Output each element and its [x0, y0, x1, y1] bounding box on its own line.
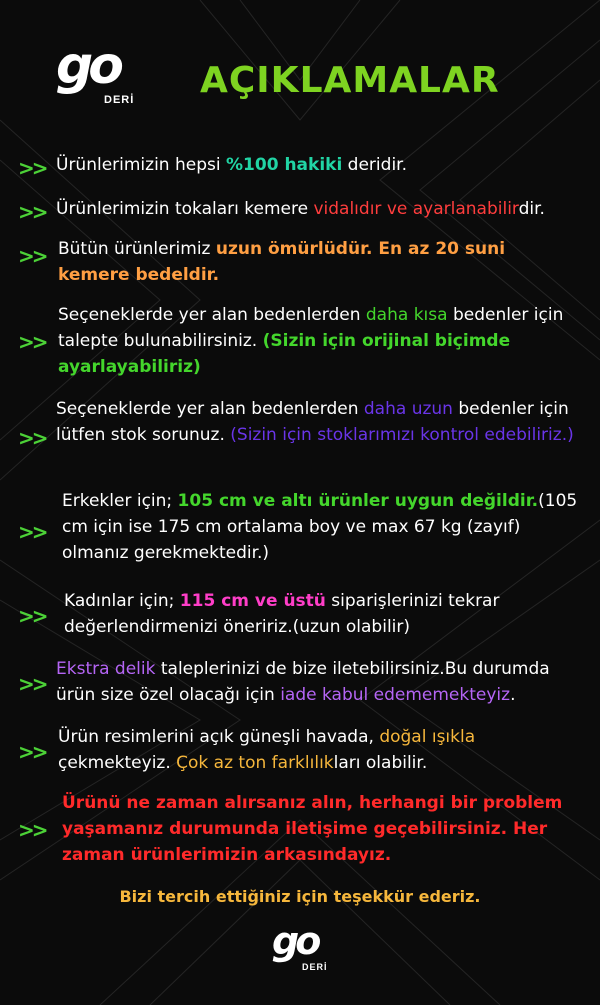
- highlight-segment: 105 cm ve altı ürünler uygun değildir.: [177, 491, 539, 511]
- bullet-arrow-icon: >>: [18, 426, 46, 450]
- text-segment: çekmekteyiz.: [58, 753, 177, 773]
- text-segment: Erkekler için;: [62, 491, 178, 511]
- text-segment: Bütün ürünlerimiz: [58, 239, 216, 259]
- highlight-segment: daha uzun: [363, 399, 453, 419]
- highlight-segment: daha kısa: [365, 305, 448, 325]
- text-segment: bedenler için talepte bulunabilirsiniz.: [58, 305, 564, 351]
- bullet-arrow-icon: >>: [18, 156, 46, 180]
- thanks-message: Bizi tercih ettiğiniz için teşekkür ederiz.: [119, 887, 481, 906]
- item-text: [56, 196, 576, 222]
- bullet-arrow-icon: >>: [18, 740, 46, 764]
- text-segment: Ürünlerimizin tokaları kemere: [56, 199, 314, 219]
- page-title: AÇIKLAMALAR: [200, 60, 500, 101]
- text-segment: .: [510, 685, 516, 705]
- highlight-segment: uzun ömürlüdür. En az 20 suni kemere bedeldir.: [58, 239, 506, 285]
- item-text: [56, 396, 576, 448]
- text-segment: taleplerinizi de bize iletebilirsiniz.Bu durumda ürün size özel olacağı için: [56, 659, 550, 705]
- item-text: [62, 488, 582, 566]
- logo-main-text: go: [272, 919, 318, 963]
- item-text: [58, 724, 578, 776]
- highlight-segment: Ekstra delik: [56, 659, 156, 679]
- highlight-segment: 115 cm ve üstü: [179, 591, 326, 611]
- text-segment: deridir.: [342, 155, 407, 175]
- highlight-segment: iade kabul edememekteyiz: [280, 685, 511, 705]
- item-text: [58, 236, 578, 288]
- bullet-arrow-icon: >>: [18, 330, 46, 354]
- text-segment: (105 cm için ise 175 cm ortalama boy ve max 67 kg (zayıf) olmanız gerekmektedir.): [62, 491, 578, 563]
- text-segment: ları olabilir.: [333, 753, 428, 773]
- item-text: [56, 152, 576, 178]
- item-text: [58, 302, 578, 380]
- text-segment: bedenler için lütfen stok sorunuz.: [56, 399, 569, 445]
- highlight-segment: Ürünü ne zaman alırsanız alın, herhangi bir problem yaşamanız durumunda iletişime geçebilirsiniz. Her zaman ürünlerimizin arkasındayız.: [62, 793, 563, 865]
- text-segment: Seçeneklerde yer alan bedenlerden: [58, 305, 366, 325]
- text-segment: Ürün resimlerini açık güneşli havada,: [58, 727, 380, 747]
- item-text: [62, 790, 582, 868]
- bullet-arrow-icon: >>: [18, 604, 46, 628]
- logo-sub-text: DERİ: [302, 962, 328, 972]
- highlight-segment: doğal ışıkla: [379, 727, 476, 747]
- logo-main-text: go: [56, 36, 119, 96]
- bullet-arrow-icon: >>: [18, 244, 46, 268]
- brand-logo-bottom: [272, 919, 342, 978]
- item-text: [64, 588, 584, 640]
- highlight-segment: (Sizin için stoklarımızı kontrol edebiliriz.): [230, 425, 574, 445]
- highlight-segment: vidalıdır ve ayarlanabilir: [313, 199, 519, 219]
- bullet-arrow-icon: >>: [18, 200, 46, 224]
- brand-logo-top: [56, 36, 156, 110]
- text-segment: Seçeneklerde yer alan bedenlerden: [56, 399, 364, 419]
- item-text: [56, 656, 576, 708]
- highlight-segment: %100 hakiki: [226, 155, 343, 175]
- text-segment: Kadınlar için;: [64, 591, 180, 611]
- bullet-arrow-icon: >>: [18, 520, 46, 544]
- bullet-arrow-icon: >>: [18, 818, 46, 842]
- highlight-segment: Çok az ton farklılık: [176, 753, 334, 773]
- text-segment: Ürünlerimizin hepsi: [56, 155, 226, 175]
- highlight-segment: (Sizin için orijinal biçimde ayarlayabiliriz): [58, 331, 511, 377]
- logo-sub-text: DERİ: [104, 94, 135, 106]
- bullet-arrow-icon: >>: [18, 672, 46, 696]
- text-segment: dir.: [518, 199, 545, 219]
- text-segment: siparişlerinizi tekrar değerlendirmenizi öneririz.(uzun olabilir): [64, 591, 500, 637]
